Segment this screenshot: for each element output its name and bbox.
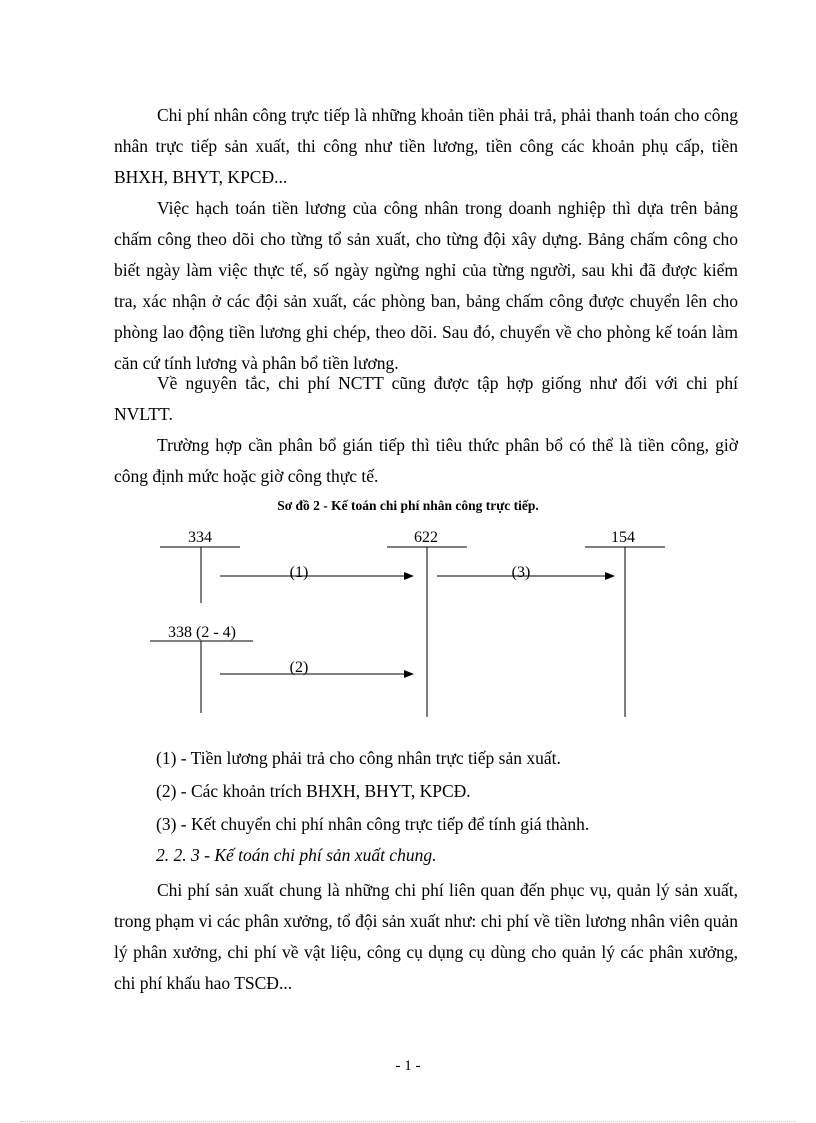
account-338-label: 338 (2 - 4) (168, 624, 236, 641)
account-334-label: 334 (188, 529, 212, 546)
flow-2 (220, 659, 413, 676)
account-334 (160, 529, 240, 603)
t-account-diagram (0, 520, 816, 730)
legend-item-2: (2) - Các khoản trích BHXH, BHYT, KPCĐ. (156, 781, 471, 801)
flow-1 (220, 564, 413, 581)
paragraph-principle: Về nguyên tắc, chi phí NCTT cũng được tập hợp giống như đối với chi phí NVLTT. (114, 373, 738, 424)
account-622-label: 622 (414, 529, 438, 546)
paragraph-allocation: Trường hợp cần phân bổ gián tiếp thì tiêu thức phân bổ có thể là tiền công, giờ công định mức hoặc giờ công thực tế. (114, 435, 738, 486)
diagram-caption: Sơ đồ 2 - Kế toán chi phí nhân công trực tiếp. (277, 498, 539, 513)
account-338 (150, 624, 253, 713)
legend-item-3: (3) - Kết chuyển chi phí nhân công trực tiếp để tính giá thành. (156, 814, 590, 834)
account-154-label: 154 (611, 529, 635, 546)
account-622 (387, 529, 467, 717)
paragraph-direct-labor-definition: Chi phí nhân công trực tiếp là những khoản tiền phải trả, phải thanh toán cho công nhân trực tiếp sản xuất, thi công như tiền lương, tiền công các khoản phụ cấp, tiền BHXH, BHYT, KPCĐ... (114, 105, 738, 187)
page-bottom-divider (20, 1121, 796, 1122)
legend-item-1: (1) - Tiền lương phải trả cho công nhân trực tiếp sản xuất. (156, 748, 561, 768)
flow-1-label: (1) (289, 564, 309, 581)
flow-2-label: (2) (289, 659, 309, 676)
section-heading: 2. 2. 3 - Kế toán chi phí sản xuất chung. (156, 845, 437, 865)
paragraph-overhead-definition: Chi phí sản xuất chung là những chi phí liên quan đến phục vụ, quản lý sản xuất, trong phạm vi các phân xưởng, tổ đội sản xuất như: chi phí về tiền lương nhân viên quản lý phân xưởng, chi phí về vật liệu, công cụ dụng cụ dùng cho quản lý các phân xưởng, chi phí khấu hao TSCĐ... (114, 880, 738, 993)
flow-3-label: (3) (511, 564, 531, 581)
page-number: - 1 - (395, 1058, 421, 1074)
flow-3 (437, 564, 614, 581)
account-154 (585, 529, 665, 717)
paragraph-payroll-accounting: Việc hạch toán tiền lương của công nhân trong doanh nghiệp thì dựa trên bảng chấm công theo dõi cho từng tổ sản xuất, cho từng đội xây dựng. Bảng chấm công cho biết ngày làm việc thực tế, số ngày ngừng nghỉ của từng người, sau khi đã được kiểm tra, xác nhận ở các đội sản xuất, các phòng ban, bảng chấm công được chuyển lên cho phòng lao động tiền lương ghi chép, theo dõi. Sau đó, chuyển về cho phòng kế toán làm căn cứ tính lương và phân bổ tiền lương. (114, 198, 738, 373)
